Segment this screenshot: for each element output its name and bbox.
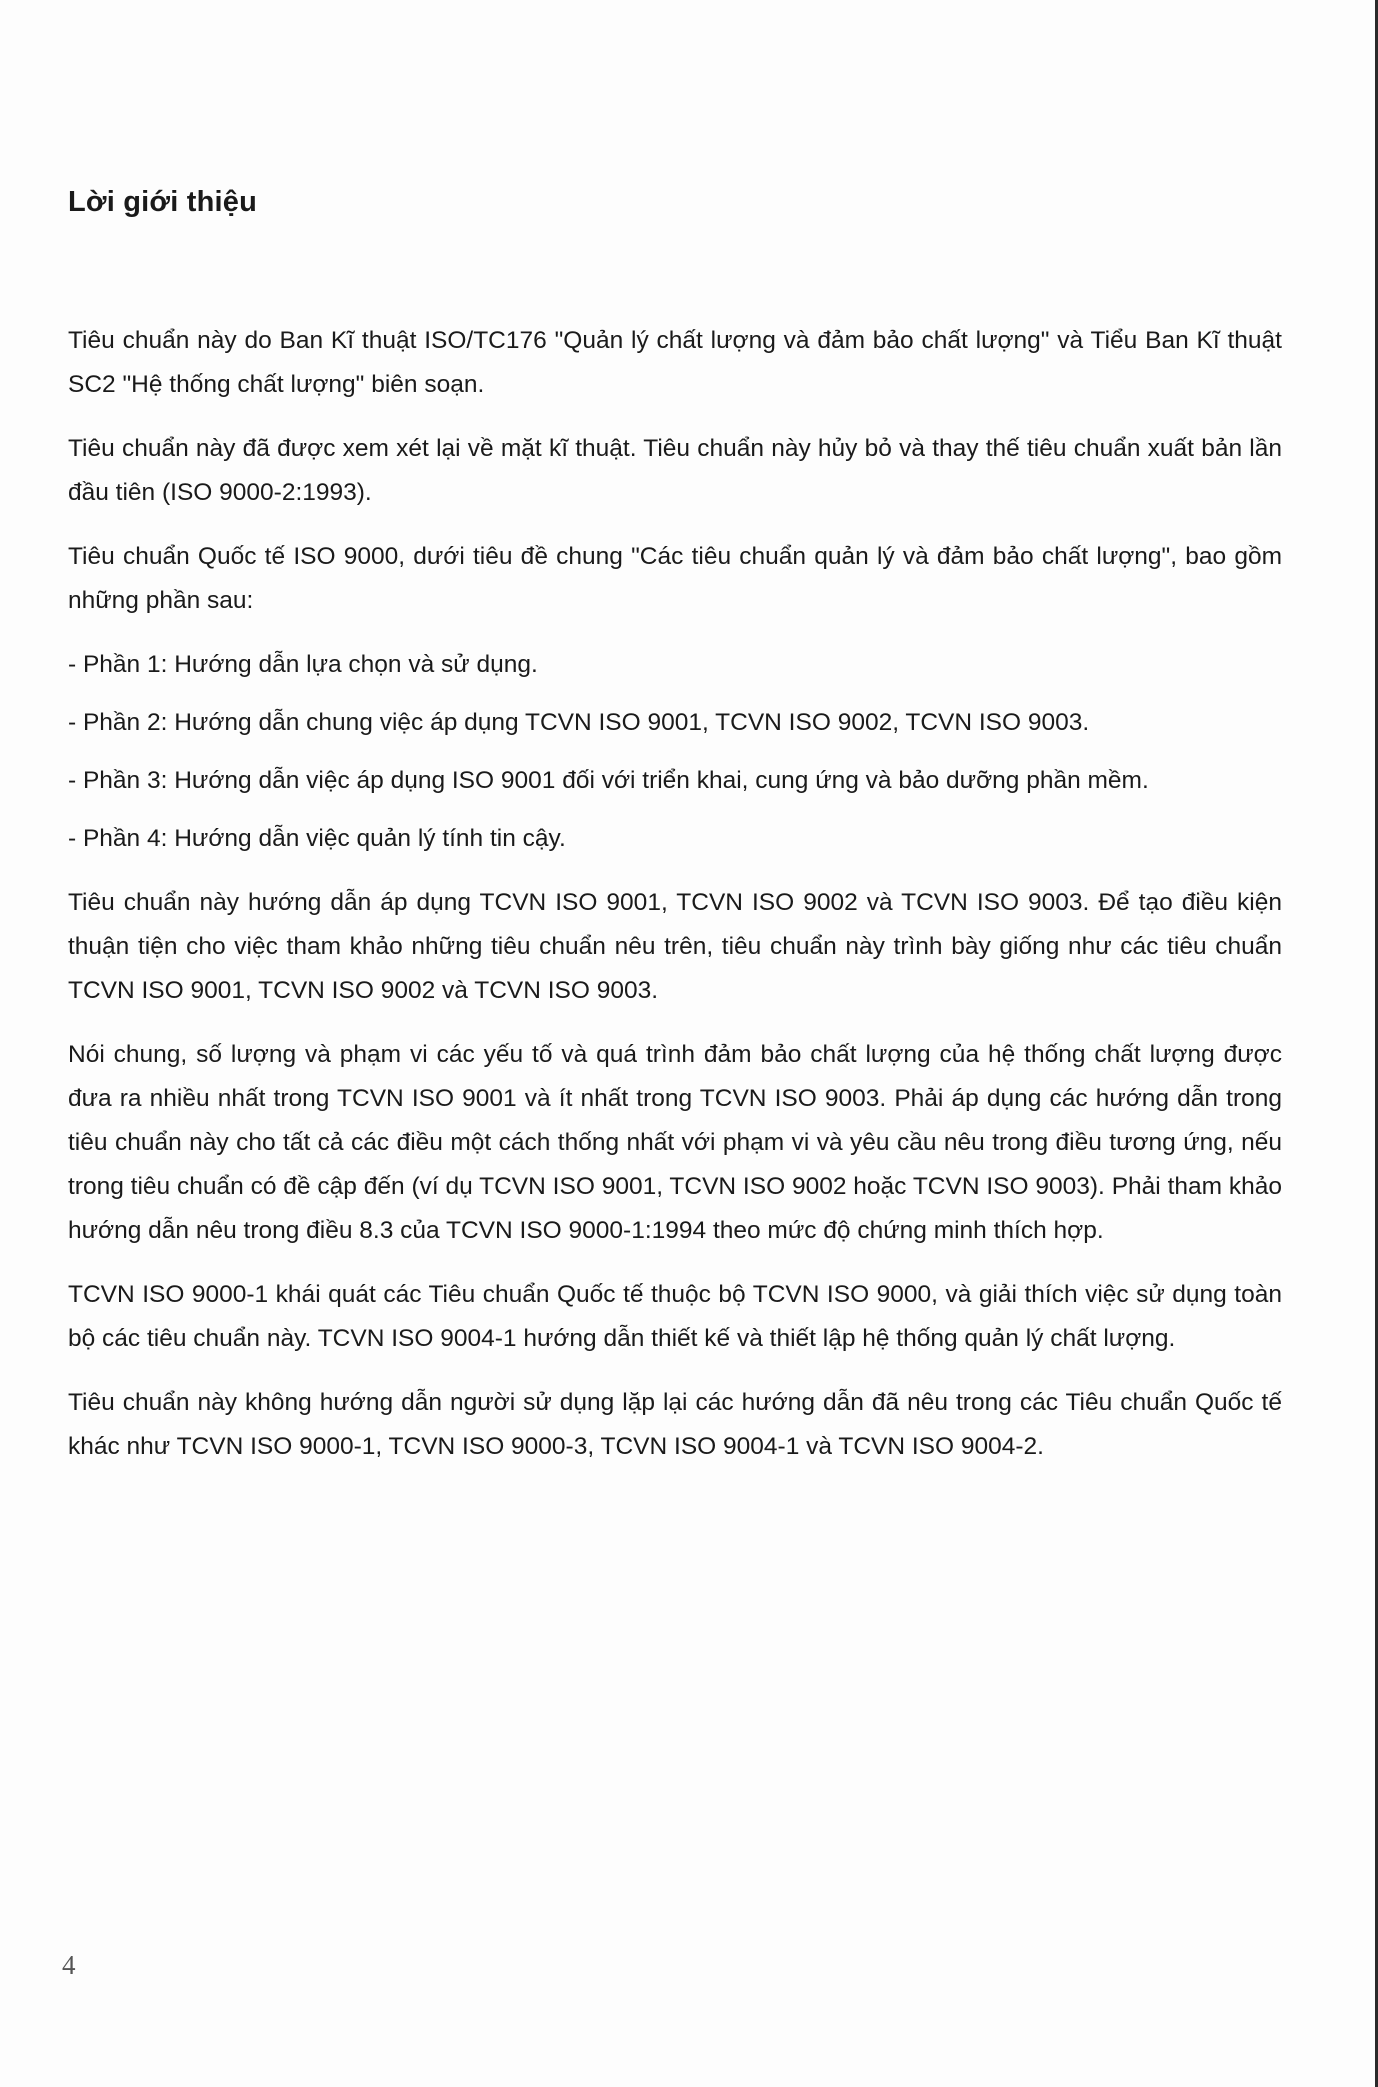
list-item-part-4: - Phần 4: Hướng dẫn việc quản lý tính tin cậy. — [68, 825, 566, 852]
list-item-part-3: - Phần 3: Hướng dẫn việc áp dụng ISO 9001 đối với triển khai, cung ứng và bảo dưỡng phần mềm. — [68, 767, 1149, 794]
paragraph-general: Nói chung, số lượng và phạm vi các yếu tố và quá trình đảm bảo chất lượng của hệ thống chất lượng được đưa ra nhiều nhất trong TCVN ISO 9001 và ít nhất trong TCVN ISO 9003. Phải áp dụng các hướng dẫn trong tiêu chuẩn này cho tất cả các điều một cách thống nhất với phạm vi và yêu cầu nêu trong điều tương ứng, nếu trong tiêu chuẩn có đề cập đến (ví dụ TCVN ISO 9001, TCVN ISO 9002 hoặc TCVN ISO 9003). Phải tham khảo hướng dẫn nêu trong điều 8.3 của TCVN ISO 9000-1:1994 theo mức độ chứng minh thích hợp. — [68, 1041, 1282, 1244]
page-title: Lời giới thiệu — [68, 186, 258, 218]
list-item-part-2: - Phần 2: Hướng dẫn chung việc áp dụng TCVN ISO 9001, TCVN ISO 9002, TCVN ISO 9003. — [68, 709, 1090, 736]
paragraph-series-parts: Tiêu chuẩn Quốc tế ISO 9000, dưới tiêu đề chung "Các tiêu chuẩn quản lý và đảm bảo chất lượng", bao gồm những phần sau: — [68, 543, 1282, 614]
paragraph-scope-note: Tiêu chuẩn này không hướng dẫn người sử dụng lặp lại các hướng dẫn đã nêu trong các Tiêu chuẩn Quốc tế khác như TCVN ISO 9000-1, TCVN ISO 9000-3, TCVN ISO 9004-1 và TCVN ISO 9004-2. — [68, 1389, 1282, 1460]
paragraph-application: Tiêu chuẩn này hướng dẫn áp dụng TCVN ISO 9001, TCVN ISO 9002 và TCVN ISO 9003. Để tạo điều kiện thuận tiện cho việc tham khảo những tiêu chuẩn nêu trên, tiêu chuẩn này trình bày giống như các tiêu chuẩn TCVN ISO 9001, TCVN ISO 9002 và TCVN ISO 9003. — [68, 889, 1282, 1004]
list-item-part-1: - Phần 1: Hướng dẫn lựa chọn và sử dụng. — [68, 651, 538, 678]
paragraph-revision: Tiêu chuẩn này đã được xem xét lại về mặt kĩ thuật. Tiêu chuẩn này hủy bỏ và thay thế tiêu chuẩn xuất bản lần đầu tiên (ISO 9000-2:1993). — [68, 435, 1282, 506]
page-content — [68, 186, 1282, 1489]
page-number: 4 — [62, 1950, 76, 1980]
paragraph-overview: TCVN ISO 9000-1 khái quát các Tiêu chuẩn Quốc tế thuộc bộ TCVN ISO 9000, và giải thích việc sử dụng toàn bộ các tiêu chuẩn này. TCVN ISO 9004-1 hướng dẫn thiết kế và thiết lập hệ thống quản lý chất lượng. — [68, 1281, 1282, 1352]
paragraph-origin: Tiêu chuẩn này do Ban Kĩ thuật ISO/TC176 "Quản lý chất lượng và đảm bảo chất lượng" và Tiểu Ban Kĩ thuật SC2 "Hệ thống chất lượng" biên soạn. — [68, 327, 1282, 398]
